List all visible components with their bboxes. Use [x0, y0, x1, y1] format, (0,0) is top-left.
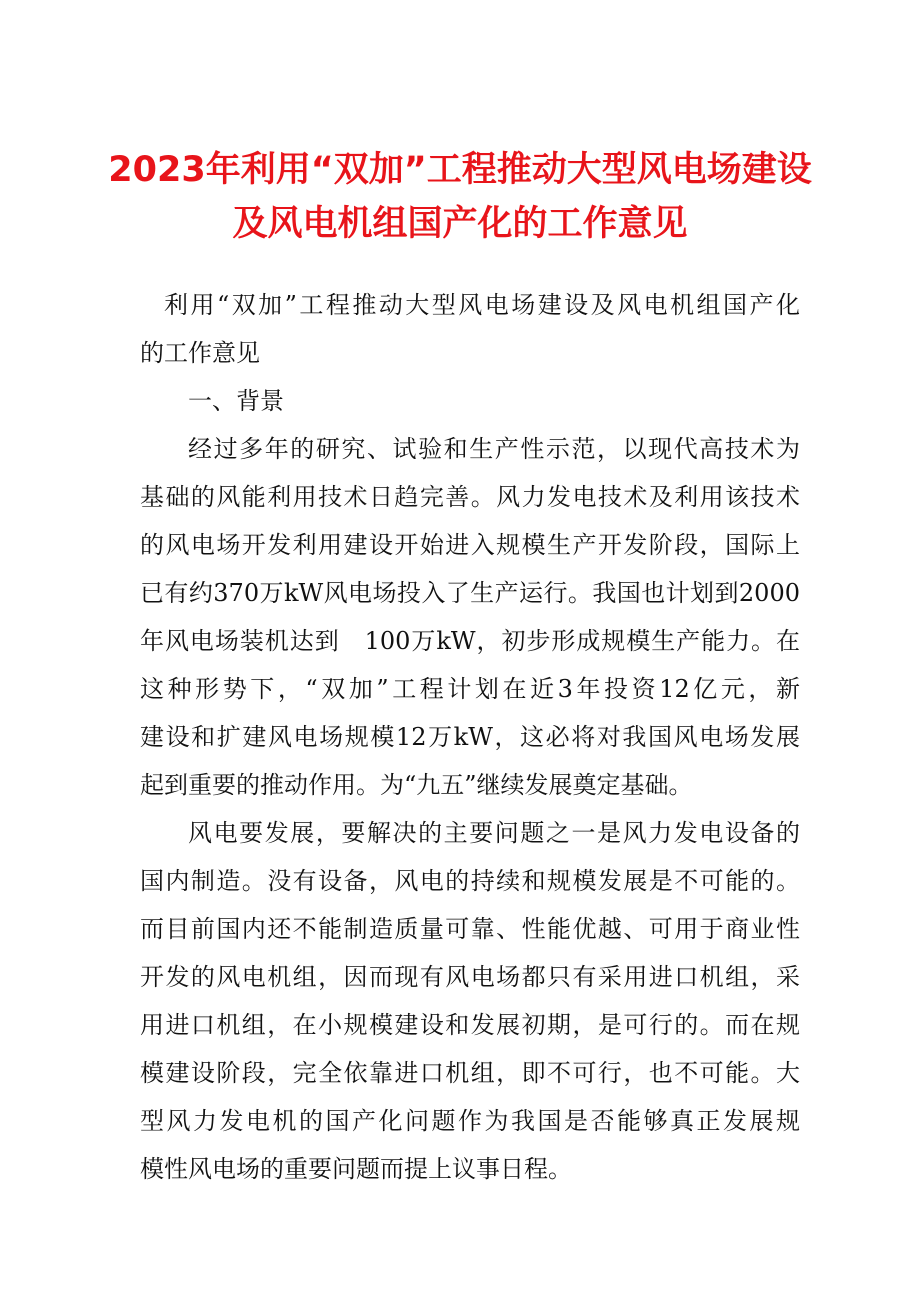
- section-heading-background: 一、背景: [188, 387, 284, 415]
- paragraph-line: 起到重要的推动作用。为“九五”继续发展奠定基础。: [140, 771, 693, 799]
- paragraph-line: 年风电场装机达到 100万kW，初步形成规模生产能力。在: [140, 627, 800, 655]
- paragraph-line: 建设和扩建风电场规模12万kW，这必将对我国风电场发展: [140, 723, 800, 751]
- paragraph-line: 风电要发展，要解决的主要问题之一是风力发电设备的: [188, 819, 800, 847]
- paragraph-line: 而目前国内还不能制造质量可靠、性能优越、可用于商业性: [140, 915, 800, 943]
- paragraph-line: 模性风电场的重要问题而提上议事日程。: [140, 1155, 572, 1183]
- paragraph-line: 的风电场开发利用建设开始进入规模生产开发阶段，国际上: [140, 531, 800, 559]
- paragraph-line: 开发的风电机组，因而现有风电场都只有采用进口机组，采: [140, 963, 800, 991]
- subtitle-line-1: 利用“双加”工程推动大型风电场建设及风电机组国产化: [164, 291, 800, 319]
- paragraph-line: 这种形势下，“双加”工程计划在近3年投资12亿元，新: [140, 675, 800, 703]
- paragraph-line: 用进口机组，在小规模建设和发展初期，是可行的。而在规: [140, 1011, 800, 1039]
- paragraph-line: 基础的风能利用技术日趋完善。风力发电技术及利用该技术: [140, 483, 800, 511]
- subtitle-line-2: 的工作意见: [140, 339, 260, 367]
- paragraph-line: 经过多年的研究、试验和生产性示范，以现代高技术为: [188, 435, 800, 463]
- document-title-line-1: 2023年利用“双加”工程推动大型风电场建设: [108, 150, 812, 190]
- paragraph-line: 国内制造。没有设备，风电的持续和规模发展是不可能的。: [140, 867, 800, 895]
- paragraph-line: 已有约370万kW风电场投入了生产运行。我国也计划到2000: [140, 579, 800, 607]
- paragraph-line: 模建设阶段，完全依靠进口机组，即不可行，也不可能。大: [140, 1059, 800, 1087]
- document-title-line-2: 及风电机组国产化的工作意见: [232, 204, 688, 244]
- paragraph-line: 型风力发电机的国产化问题作为我国是否能够真正发展规: [140, 1107, 800, 1135]
